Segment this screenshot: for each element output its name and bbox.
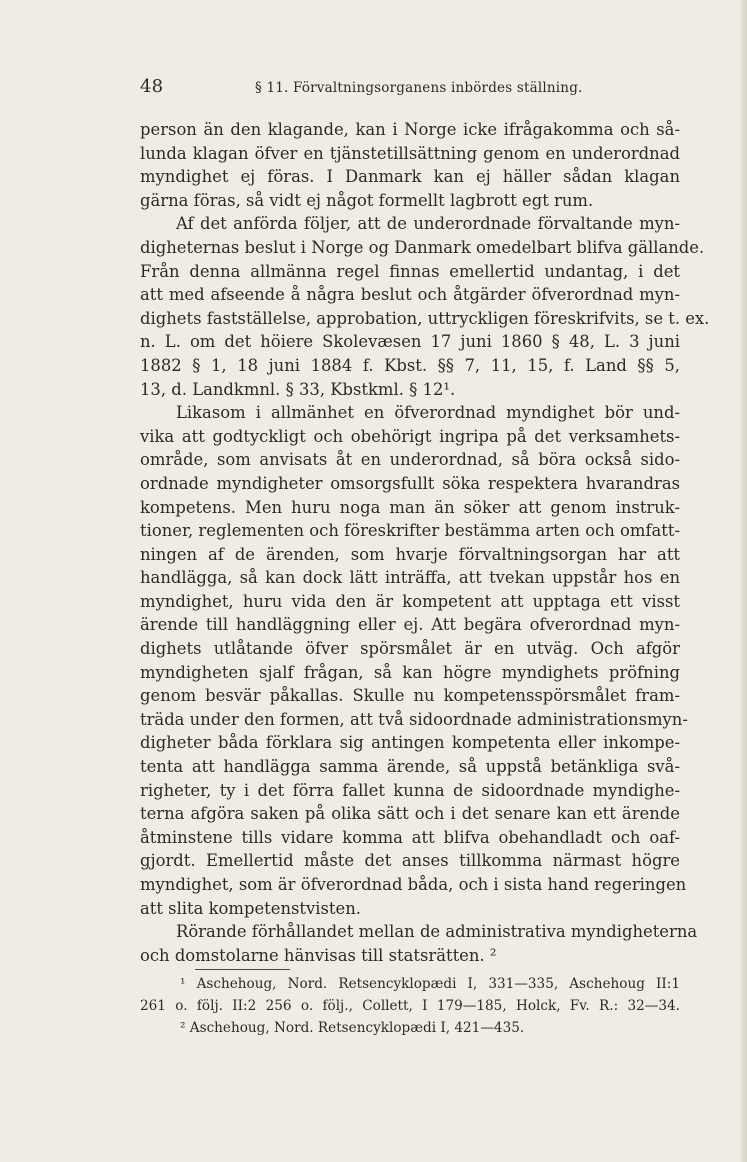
- text-line: lunda klagan öfver en tjänstetillsättning genom en underordnad: [140, 143, 680, 163]
- text-line: tenta att handlägga samma ärende, så uppstå betänkliga svå-: [140, 757, 680, 777]
- text-line: myndigheten sjalf frågan, så kan högre myndighets pröfning: [140, 662, 680, 682]
- text-line: kompetens. Men huru noga man än söker att genom instruk-: [140, 497, 680, 517]
- text-line: digheter båda förklara sig antingen kompetenta eller inkompe-: [140, 733, 680, 753]
- text-line: righeter, ty i det förra fallet kunna de sidoordnade myndighe-: [140, 780, 680, 800]
- footnote-line: 261 o. följ. II:2 256 o. följ., Collett, I 179—185, Holck, Fv. R.: 32—34.: [140, 998, 680, 1014]
- footnote-divider: [195, 969, 290, 970]
- text-line: Rörande förhållandet mellan de administrativa myndigheterna: [176, 922, 698, 942]
- body-text: [140, 118, 710, 967]
- text-line: myndighet, huru vida den är kompetent att upptaga ett visst: [140, 591, 680, 611]
- text-line: ningen af de ärenden, som hvarje förvaltningsorgan har att: [140, 544, 680, 564]
- text-line: myndighet, som är öfverordnad båda, och i sista hand regeringen: [140, 875, 687, 894]
- text-line: dighets fastställelse, approbation, uttryckligen föreskrifvits, se t. ex.: [140, 308, 710, 328]
- text-line: genom besvär påkallas. Skulle nu kompetensspörsmålet fram-: [140, 686, 680, 706]
- text-line: åtminstene tills vidare komma att blifva obehandladt och oaf-: [140, 827, 680, 847]
- text-line: Af det anförda följer, att de underordnade förvaltande myn-: [176, 214, 680, 234]
- text-line: att med afseende å några beslut och åtgärder öfverordnad myn-: [140, 285, 680, 305]
- text-line: träda under den formen, att två sidoordnade administrationsmyn-: [140, 709, 688, 729]
- text-line: person än den klagande, kan i Norge icke ifrågakomma och så-: [140, 120, 680, 139]
- text-line: ärende till handläggning eller ej. Att begära ofverordnad myn-: [140, 615, 680, 635]
- page-number: 48: [140, 76, 164, 97]
- text-line: ordnade myndigheter omsorgsfullt söka respektera hvarandras: [140, 473, 680, 493]
- text-line: terna afgöra saken på olika sätt och i det senare kan ett ärende: [140, 804, 680, 824]
- text-line: handlägga, så kan dock lätt inträffa, att tvekan uppstår hos en: [140, 568, 680, 588]
- footnotes: [140, 973, 680, 1039]
- page-edge: [741, 0, 747, 1162]
- text-line: dighets utlåtande öfver spörsmålet är en utväg. Och afgör: [140, 639, 680, 659]
- running-head: § 11. Förvaltningsorganens inbördes ställning.: [255, 80, 583, 96]
- text-line: tioner, reglementen och föreskrifter bestämma arten och omfatt-: [140, 521, 680, 541]
- text-line: digheternas beslut i Norge og Danmark omedelbart blifva gällande.: [140, 237, 705, 257]
- text-line: Från denna allmänna regel finnas emellertid undantag, i det: [140, 261, 680, 281]
- text-line: myndighet ej föras. I Danmark kan ej häller sådan klagan: [140, 167, 680, 187]
- text-line: vika att godtyckligt och obehörigt ingripa på det verksamhets-: [140, 426, 680, 446]
- page-header: [140, 74, 685, 100]
- text-line: och domstolarne hänvisas till statsrätten. ²: [140, 945, 497, 965]
- text-line: gärna föras, så vidt ej något formellt lagbrott egt rum.: [140, 190, 594, 210]
- text-line: 13, d. Landkmnl. § 33, Kbstkml. § 12¹.: [140, 379, 456, 399]
- footnote-line: ¹ Aschehoug, Nord. Retsencyklopædi I, 331—335, Aschehoug II:1: [180, 976, 680, 992]
- text-line: att slita kompetenstvisten.: [140, 898, 361, 918]
- footnote-line: ² Aschehoug, Nord. Retsencyklopædi I, 421—435.: [180, 1020, 525, 1036]
- text-line: n. L. om det höiere Skolevæsen 17 juni 1860 § 48, L. 3 juni: [140, 332, 680, 352]
- text-line: område, som anvisats åt en underordnad, så böra också sido-: [140, 450, 680, 470]
- text-line: 1882 § 1, 18 juni 1884 f. Kbst. §§ 7, 11, 15, f. Land §§ 5,: [140, 355, 680, 375]
- text-line: gjordt. Emellertid måste det anses tillkomma närmast högre: [140, 851, 680, 871]
- text-line: Likasom i allmänhet en öfverordnad myndighet bör und-: [176, 403, 680, 423]
